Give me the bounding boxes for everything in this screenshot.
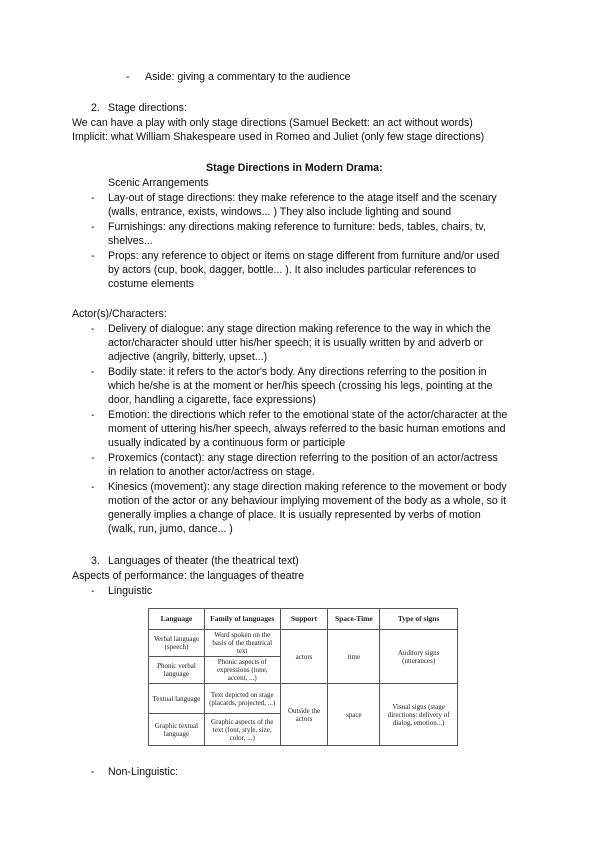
actors-item-5-line-1: Kinesics (movement): any stage direction making reference to the movement or body — [108, 481, 507, 493]
actors-item-1-line-2: actor/character should utter his/her speech; it is usually written by and adverb or — [108, 337, 484, 349]
linguistic-label: Linguistic — [108, 585, 153, 597]
modern-item-1-line-1: Lay-out of stage directions: they make reference to the atage itself and the scenary — [108, 192, 497, 204]
modern-item-3-line-2: by actors (cup, book, dagger, bottle... ). It also includes particular references to — [108, 264, 477, 276]
actors-item-3-line-1: Emotion: the directions which refer to the emotional state of the actor/character at the — [108, 409, 508, 421]
actors-item-5-line-3: generally implies a change of place. It is usually represented by verbs of motion — [108, 509, 481, 521]
section3-aspects: Aspects of performance: the languages of theatre — [72, 570, 305, 582]
bullet-dash: - — [91, 221, 95, 233]
actors-item-5-line-2: motion of the actor or any behaviour implying movement of the body as a whole, so it — [108, 495, 507, 507]
bullet-dash: - — [91, 366, 95, 378]
actors-item-2-line-1: Bodily state: it refers to the actor's body. Any directions referring to the position in — [108, 366, 487, 378]
table-header-cell: Type of signs — [380, 609, 458, 630]
table-header-cell: Language — [149, 609, 205, 630]
table-header-row — [149, 609, 458, 630]
actors-item-3-line-2: moment of uttering his/her speech, always referred to the basic human emotions and — [108, 423, 506, 435]
actors-item-1-line-1: Delivery of dialogue: any stage direction making reference to the way in which the — [108, 323, 491, 335]
table-cell: Outside the actors — [280, 684, 328, 746]
modern-item-2-line-1: Furnishings: any directions making reference to furniture: beds, tables, chairs, tv, — [108, 221, 486, 233]
modern-title: Stage Directions in Modern Drama: — [206, 162, 383, 174]
actors-heading: Actor(s)/Characters: — [72, 308, 167, 320]
bullet-dash: - — [126, 71, 130, 83]
section2-heading: Stage directions: — [108, 102, 187, 114]
section3-number: 3. — [91, 555, 100, 567]
section2-line2: Implicit: what William Shakespeare used in Romeo and Juliet (only few stage directions) — [72, 131, 485, 143]
table-header-cell: Space-Time — [328, 609, 380, 630]
table-cell: Word spoken on the basis of the theatrical text — [204, 630, 280, 657]
actors-item-3-line-3: usually indicated by a continuous form or participle — [108, 437, 346, 449]
table-cell: Visual signs (stage directions: delivery of dialog, emotion...) — [380, 684, 458, 746]
table-header-cell: Family of languages — [204, 609, 280, 630]
actors-item-4-line-2: in relation to another actor/actress on stage. — [108, 466, 315, 478]
nonlinguistic-label: Non-Linguistic: — [108, 766, 179, 778]
actors-item-4-line-1: Proxemics (contact): any stage direction referring to the position of an actor/actress — [108, 452, 498, 464]
table-cell: Text depicted on stage (placards, projected, ...) — [204, 684, 280, 714]
table-cell: Graphic aspects of the text (font, style, size, color, ...) — [204, 714, 280, 746]
table-row — [149, 684, 458, 714]
bullet-dash: - — [91, 409, 95, 421]
bullet-dash: - — [91, 481, 95, 493]
modern-item-3-line-1: Props: any reference to object or items on stage different from furniture and/or used — [108, 250, 500, 262]
actors-item-2-line-2: which he/she is at the moment or her/his speech (crossing his legs, pointing at the — [108, 380, 493, 392]
table-cell: time — [328, 630, 380, 684]
modern-item-1-line-2: (walls, entrance, exists, windows... ) They also include lighting and sound — [108, 206, 452, 218]
bullet-dash: - — [91, 766, 95, 778]
table-cell: Graphic textual language — [149, 714, 205, 746]
bullet-dash: - — [91, 585, 95, 597]
actors-item-2-line-3: door, handling a cigarette, face expressions) — [108, 394, 316, 406]
actors-item-5-line-4: (walk, run, jumo, dance... ) — [108, 523, 233, 535]
table-cell: Textual language — [149, 684, 205, 714]
modern-item-3-line-3: costume elements — [108, 278, 194, 290]
section3-heading: Languages of theater (the theatrical text) — [108, 555, 299, 567]
bullet-dash: - — [91, 250, 95, 262]
modern-subtitle: Scenic Arrangements — [108, 177, 209, 189]
bullet-dash: - — [91, 452, 95, 464]
table-cell: space — [328, 684, 380, 746]
table-cell: Phonic aspects of expressions (tone, accent, ...) — [204, 657, 280, 684]
table-cell: actors — [280, 630, 328, 684]
section2-line1: We can have a play with only stage directions (Samuel Beckett: an act without words) — [72, 117, 473, 129]
table-cell: Auditory signs (utterances) — [380, 630, 458, 684]
table-cell: Phonic verbal language — [149, 657, 205, 684]
aside-text: Aside: giving a commentary to the audience — [145, 71, 351, 83]
bullet-dash: - — [91, 323, 95, 335]
table-header-cell: Support — [280, 609, 328, 630]
actors-item-1-line-3: adjective (angrily, bitterly, upset...) — [108, 351, 268, 363]
section2-number: 2. — [91, 102, 100, 114]
table-row — [149, 630, 458, 657]
table-cell: Verbal language (speech) — [149, 630, 205, 657]
bullet-dash: - — [91, 192, 95, 204]
languages-table — [148, 608, 458, 746]
modern-item-2-line-2: shelves... — [108, 235, 153, 247]
